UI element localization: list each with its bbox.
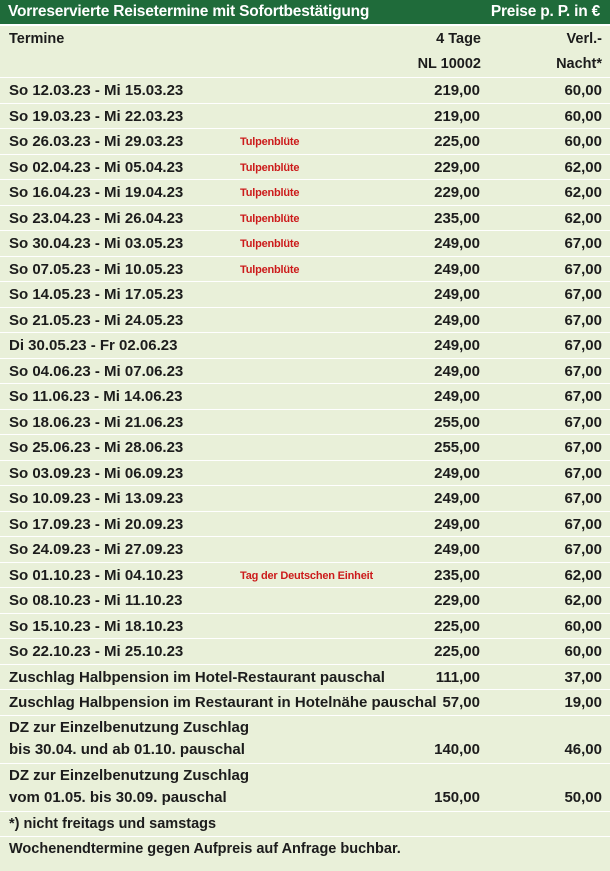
table-row [0,461,610,487]
header-price-note: Preise p. P. in € [490,3,600,20]
surcharge-night: 19,00 [564,694,602,711]
date-cell: So 08.10.23 - Mi 11.10.23 [9,592,183,609]
table-row [0,384,610,410]
date-cell: So 16.04.23 - Mi 19.04.23 [9,184,184,201]
surcharge-row [0,665,610,691]
date-cell: So 19.03.23 - Mi 22.03.23 [9,107,184,125]
table-row [0,639,610,665]
event-note: Tulpenblüte [240,161,300,174]
date-cell: So 22.10.23 - Mi 25.10.23 [9,643,184,660]
table-row [0,359,610,385]
table-row [0,563,610,589]
column-headers [0,26,610,78]
price-cell: 249,00 [434,260,480,278]
night-price-cell: 67,00 [564,464,602,482]
single-use-price: 150,00 [434,788,480,806]
date-cell: So 18.06.23 - Mi 21.06.23 [9,413,184,431]
night-price-cell: 60,00 [564,133,602,150]
price-cell: 249,00 [434,286,480,303]
night-price-cell: 67,00 [564,260,602,278]
table-row [0,333,610,359]
event-note: Tulpenblüte [240,263,300,276]
table-row [0,614,610,640]
col-nacht: Nacht* [556,56,602,72]
night-price-cell: 60,00 [564,107,602,125]
col-code: NL 10002 [417,56,481,72]
single-use-night: 50,00 [564,788,602,806]
surcharge-label: Zuschlag Halbpension im Hotel-Restaurant pauschal [9,668,385,686]
price-cell: 255,00 [434,439,480,456]
price-cell: 249,00 [434,235,480,252]
surcharge-row [0,690,610,716]
date-cell: Di 30.05.23 - Fr 02.06.23 [9,337,178,354]
night-price-cell: 67,00 [564,337,602,354]
night-price-cell: 67,00 [564,286,602,303]
price-cell: 249,00 [434,388,480,405]
date-cell: So 23.04.23 - Mi 26.04.23 [9,209,184,227]
date-cell: So 11.06.23 - Mi 14.06.23 [9,388,183,405]
date-cell: So 03.09.23 - Mi 06.09.23 [9,464,184,482]
night-price-cell: 62,00 [564,184,602,201]
night-price-cell: 62,00 [564,209,602,227]
date-rows [0,78,610,665]
table-row [0,104,610,130]
single-use-label-2: vom 01.05. bis 30.09. pauschal [9,788,227,806]
table-header [0,0,610,26]
night-price-cell: 60,00 [564,617,602,635]
table-row [0,435,610,461]
price-cell: 235,00 [434,566,480,584]
night-price-cell: 62,00 [564,592,602,609]
price-cell: 225,00 [434,643,480,660]
date-cell: So 30.04.23 - Mi 03.05.23 [9,235,184,252]
date-cell: So 02.04.23 - Mi 05.04.23 [9,158,184,176]
night-price-cell: 67,00 [564,515,602,533]
date-cell: So 01.10.23 - Mi 04.10.23 [9,566,184,584]
date-cell: So 10.09.23 - Mi 13.09.23 [9,490,184,507]
price-cell: 235,00 [434,209,480,227]
surcharge-night: 37,00 [564,668,602,686]
date-cell: So 26.03.23 - Mi 29.03.23 [9,133,184,150]
footnote-weekend-text: Wochenendtermine gegen Aufpreis auf Anfrage buchbar. [9,841,401,857]
col-termine: Termine [9,31,65,47]
night-price-cell: 62,00 [564,566,602,584]
table-row [0,512,610,538]
table-row [0,155,610,181]
event-note: Tulpenblüte [240,212,300,225]
date-cell: So 04.06.23 - Mi 07.06.23 [9,362,184,380]
table-row [0,231,610,257]
price-cell: 249,00 [434,515,480,533]
single-use-label-1: DZ zur Einzelbenutzung Zuschlag [9,766,249,784]
table-row [0,180,610,206]
col-4-tage: 4 Tage [436,31,481,47]
date-cell: So 14.05.23 - Mi 17.05.23 [9,286,184,303]
price-cell: 255,00 [434,413,480,431]
table-row [0,257,610,283]
night-price-cell: 67,00 [564,541,602,558]
date-cell: So 21.05.23 - Mi 24.05.23 [9,311,184,329]
event-note: Tag der Deutschen Einheit [240,569,373,582]
price-cell: 249,00 [434,464,480,482]
table-row [0,486,610,512]
price-cell: 229,00 [434,158,480,176]
table-row [0,129,610,155]
table-row [0,588,610,614]
night-price-cell: 67,00 [564,362,602,380]
price-cell: 249,00 [434,541,480,558]
event-note: Tulpenblüte [240,238,300,250]
date-cell: So 12.03.23 - Mi 15.03.23 [9,82,184,99]
table-row [0,78,610,104]
surcharge-label: Zuschlag Halbpension im Restaurant in Hotelnähe pauschal [9,694,437,711]
price-cell: 229,00 [434,592,480,609]
night-price-cell: 67,00 [564,490,602,507]
single-use-price: 140,00 [434,740,480,758]
single-use-night: 46,00 [564,740,602,758]
price-cell: 249,00 [434,362,480,380]
footnote-asterisk-text: *) nicht freitags und samstags [9,815,217,832]
single-use-label-1: DZ zur Einzelbenutzung Zuschlag [9,718,249,736]
price-cell: 225,00 [434,617,480,635]
date-cell: So 25.06.23 - Mi 28.06.23 [9,439,184,456]
surcharge-price: 111,00 [435,668,480,686]
night-price-cell: 67,00 [564,413,602,431]
event-note: Tulpenblüte [240,136,300,148]
table-row [0,282,610,308]
night-price-cell: 67,00 [564,439,602,456]
date-cell: So 15.10.23 - Mi 18.10.23 [9,617,184,635]
date-cell: So 07.05.23 - Mi 10.05.23 [9,260,184,278]
night-price-cell: 60,00 [564,82,602,99]
table-row [0,308,610,334]
date-cell: So 24.09.23 - Mi 27.09.23 [9,541,184,558]
price-cell: 219,00 [434,107,480,125]
single-use-label-2: bis 30.04. und ab 01.10. pauschal [9,740,245,758]
date-cell: So 17.09.23 - Mi 20.09.23 [9,515,184,533]
event-note: Tulpenblüte [240,187,300,199]
night-price-cell: 67,00 [564,311,602,329]
price-cell: 249,00 [434,337,480,354]
price-cell: 249,00 [434,311,480,329]
footnote-weekend [0,837,610,865]
table-row [0,206,610,232]
price-cell: 219,00 [434,82,480,99]
price-cell: 225,00 [434,133,480,150]
single-use-row [0,716,610,764]
col-verl: Verl.- [566,31,602,47]
header-title: Vorreservierte Reisetermine mit Sofortbestätigung [8,3,370,20]
price-cell: 229,00 [434,184,480,201]
night-price-cell: 67,00 [564,388,602,405]
night-price-cell: 60,00 [564,643,602,660]
single-use-row [0,764,610,812]
surcharge-price: 57,00 [442,694,480,711]
night-price-cell: 62,00 [564,158,602,176]
footnote-asterisk [0,812,610,838]
table-row [0,537,610,563]
night-price-cell: 67,00 [564,235,602,252]
table-row [0,410,610,436]
price-cell: 249,00 [434,490,480,507]
